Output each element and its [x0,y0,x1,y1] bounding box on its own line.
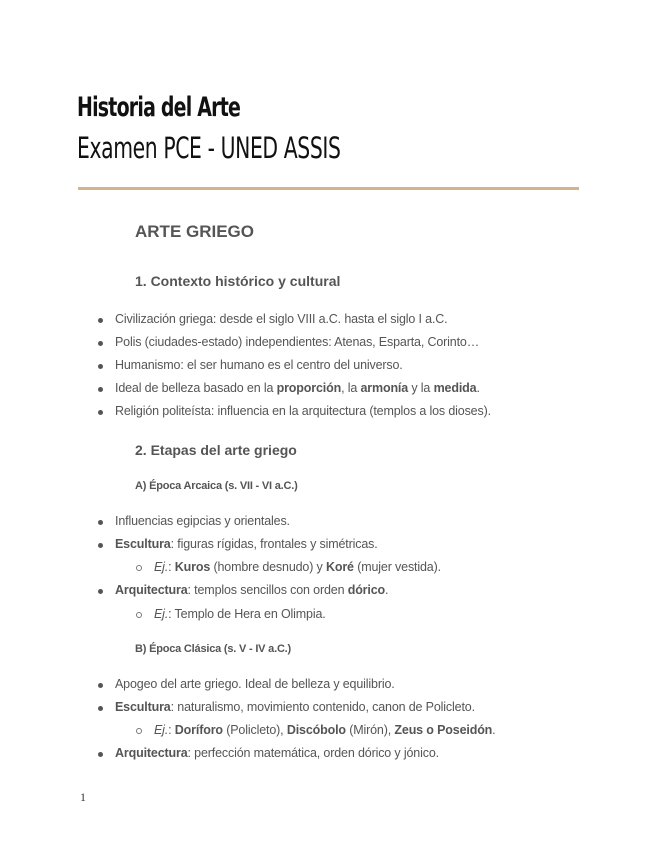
list-item: Civilización griega: desde el siglo VIII a.C. hasta el siglo I a.C. [115,312,448,326]
sub-list-item: Ej.: Templo de Hera en Olimpia. [154,607,326,621]
list-item: Ideal de belleza basado en la proporción, la armonía y la medida. [115,381,480,395]
list-item: Escultura: naturalismo, movimiento contenido, canon de Policleto. [115,700,475,714]
page-number: 1 [80,790,86,804]
list-item: Polis (ciudades-estado) independientes: Atenas, Esparta, Corinto… [115,335,480,349]
title-divider [78,187,579,190]
stages-heading: 2. Etapas del arte griego [135,442,297,458]
classical-heading: B) Época Clásica (s. V - IV a.C.) [135,643,292,655]
sub-list-item: Ej.: Kuros (hombre desnudo) y Koré (mujer vestida). [154,560,441,574]
list-item: Escultura: figuras rígidas, frontales y simétricas. [115,537,378,551]
document-title: Historia del Arte [77,92,241,123]
list-item: Arquitectura: templos sencillos con orden dórico. [115,583,389,597]
archaic-heading: A) Época Arcaica (s. VII - VI a.C.) [135,480,298,492]
context-heading: 1. Contexto histórico y cultural [135,273,341,289]
sub-list-item: Ej.: Doríforo (Policleto), Discóbolo (Mirón), Zeus o Poseidón. [154,723,496,737]
section-heading: ARTE GRIEGO [135,222,255,241]
document-subtitle: Examen PCE - UNED ASSIS [77,131,341,165]
list-item: Humanismo: el ser humano es el centro del universo. [115,358,403,372]
list-item: Religión politeísta: influencia en la arquitectura (templos a los dioses). [115,404,491,418]
list-item: Influencias egipcias y orientales. [115,514,290,528]
list-item: Apogeo del arte griego. Ideal de belleza y equilibrio. [115,677,395,691]
list-item: Arquitectura: perfección matemática, orden dórico y jónico. [115,746,439,760]
